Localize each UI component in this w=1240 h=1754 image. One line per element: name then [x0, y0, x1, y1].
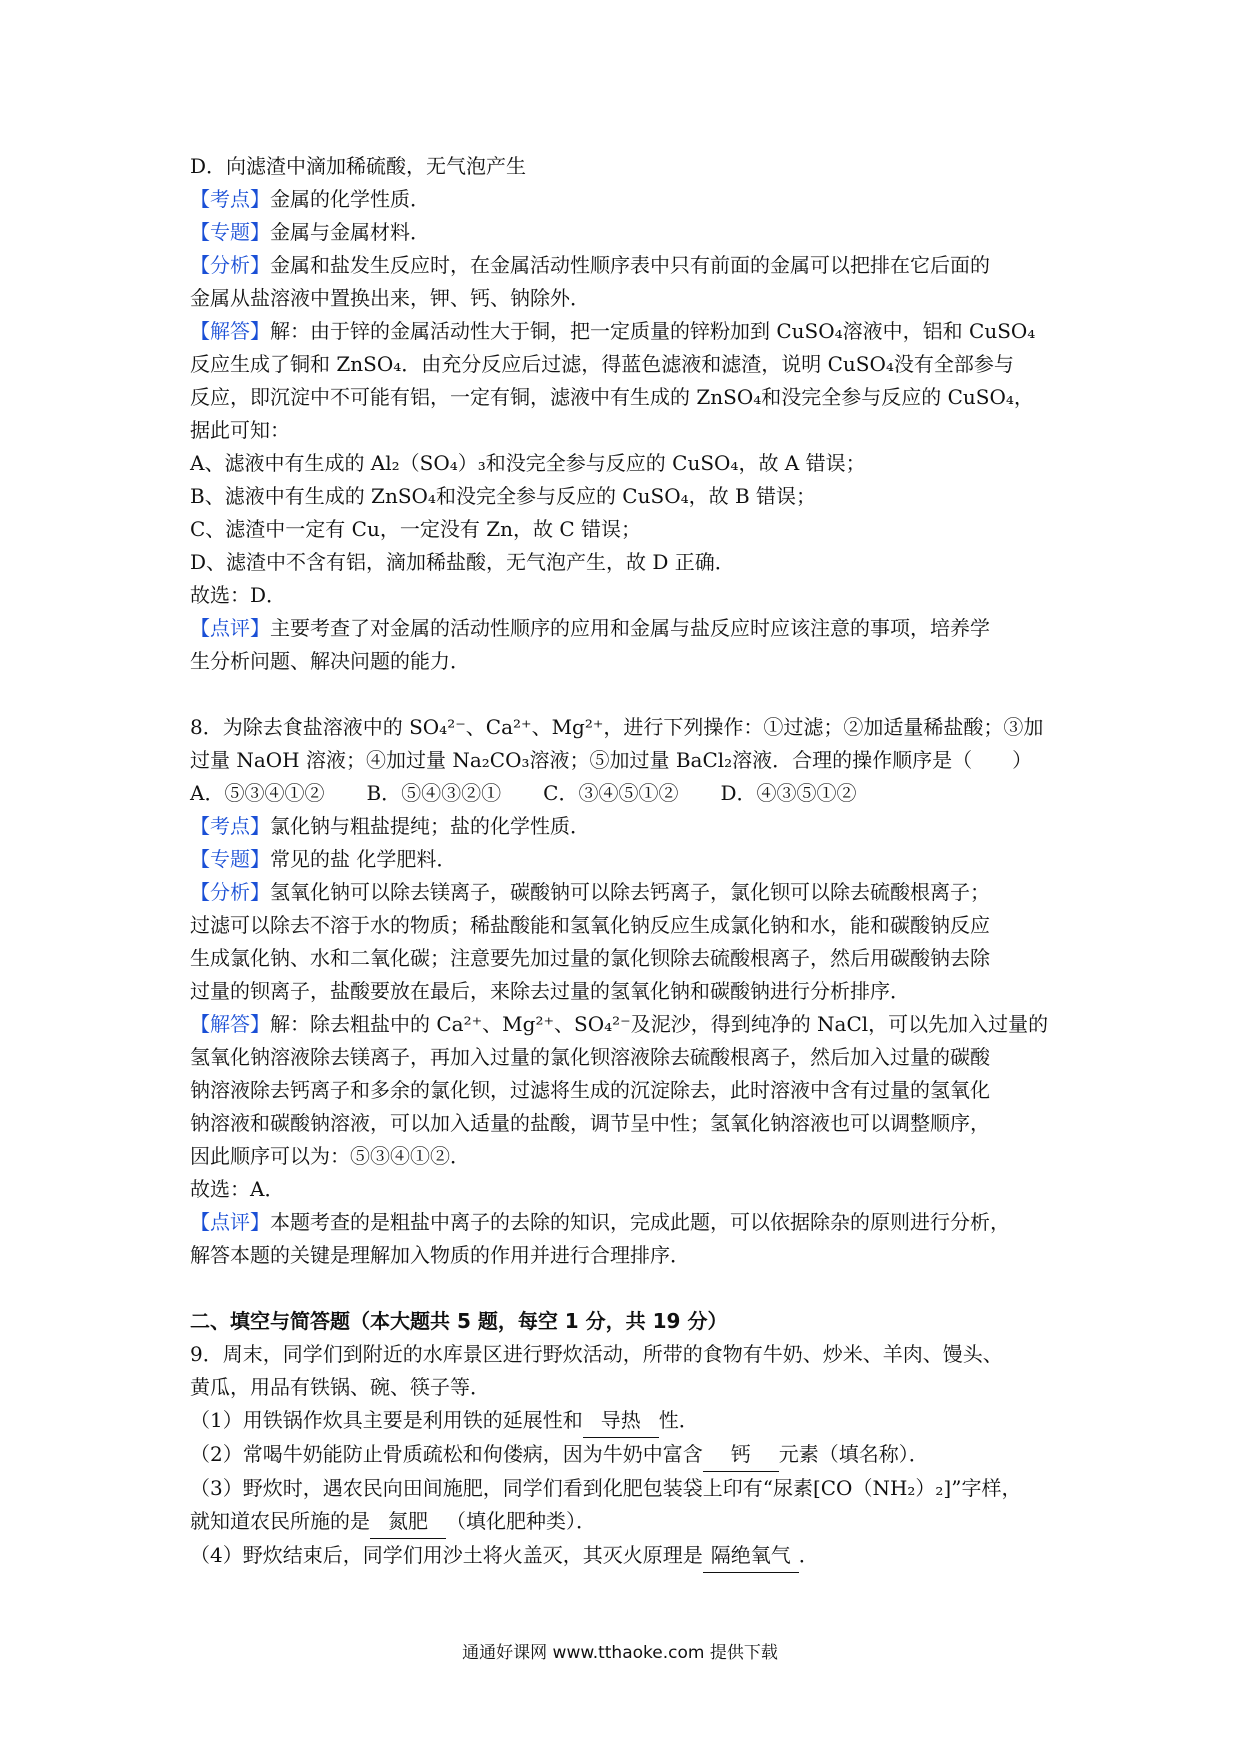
fenxi-tag: 【分析】: [190, 253, 270, 277]
answer-blank: 氮肥: [370, 1505, 446, 1539]
q9-part-3-line: [190, 1505, 1070, 1539]
dianping-text: 本题考查的是粗盐中离子的去除的知识，完成此题，可以依据除杂的原则进行分析，: [270, 1210, 1010, 1234]
dianping-tag: 【点评】: [190, 1210, 270, 1234]
zhuanti-text: 金属与金属材料．: [270, 220, 430, 244]
q8-answer: 故选：A．: [190, 1177, 285, 1201]
q7-jieda-a: A、滤液中有生成的 Al₂（SO₄）₃和没完全参与反应的 CuSO₄，故 A 错误；: [190, 451, 866, 475]
q8-stem-line: 过量 NaOH 溶液；④加过量 Na₂CO₃溶液；⑤加过量 BaCl₂溶液．合理的操作顺序是（ ）: [190, 748, 1033, 772]
q9-part-1-suffix: 性．: [658, 1408, 699, 1432]
q8-jieda-line: 钠溶液除去钙离子和多余的氯化钡，过滤将生成的沉淀除去，此时溶液中含有过量的氢氧化: [190, 1078, 990, 1102]
q7-kaodian: [190, 183, 1070, 216]
q8-fenxi-line: 过量的钡离子，盐酸要放在最后，来除去过量的氢氧化钠和碳酸钠进行分析排序．: [190, 979, 910, 1003]
q8-dianping: [190, 1206, 1070, 1239]
jieda-text: 解：由于锌的金属活动性大于铜，把一定质量的锌粉加到 CuSO₄溶液中，铝和 CuSO₄: [270, 319, 1036, 343]
q8-dianping-line: 解答本题的关键是理解加入物质的作用并进行合理排序．: [190, 1243, 690, 1267]
q7-dianping: [190, 612, 1070, 645]
jieda-text: 解：除去粗盐中的 Ca²⁺、Mg²⁺、SO₄²⁻及泥沙，得到纯净的 NaCl，可以先加入过量的: [270, 1012, 1049, 1036]
q8-option-c: C．③④⑤①②: [543, 781, 679, 805]
q7-fenxi: [190, 249, 1070, 282]
q7-zhuanti: [190, 216, 1070, 249]
q7-jieda-b: B、滤液中有生成的 ZnSO₄和没完全参与反应的 CuSO₄，故 B 错误；: [190, 484, 817, 508]
q9-part-4-suffix: ．: [798, 1543, 819, 1567]
q8-stem: 8．为除去食盐溶液中的 SO₄²⁻、Ca²⁺、Mg²⁺，进行下列操作：①过滤；②加适量稀盐酸；③加: [190, 715, 1044, 739]
q9-part-3: （3）野炊时，遇农民向田间施肥，同学们看到化肥包装袋上印有“尿素[CO（NH₂）₂]”字样，: [190, 1476, 1022, 1500]
jieda-tag: 【解答】: [190, 1012, 270, 1036]
q8-jieda-line: 钠溶液和碳酸钠溶液，可以加入适量的盐酸，调节呈中性；氢氧化钠溶液也可以调整顺序，: [190, 1111, 990, 1135]
kaodian-tag: 【考点】: [190, 187, 270, 211]
q8-option-d: D．④③⑤①②: [720, 781, 857, 805]
q9-stem: 9．周末，同学们到附近的水库景区进行野炊活动，所带的食物有牛奶、炒米、羊肉、馒头、: [190, 1342, 1003, 1366]
answer-blank: 导热: [583, 1404, 659, 1438]
q9-part-2-suffix: 元素（填名称）．: [778, 1442, 929, 1466]
jieda-tag: 【解答】: [190, 319, 270, 343]
q7-jieda-line: 据此可知：: [190, 418, 290, 442]
zhuanti-tag: 【专题】: [190, 847, 270, 871]
q8-jieda-line: 因此顺序可以为：⑤③④①②．: [190, 1144, 470, 1168]
q7-answer: 故选：D．: [190, 583, 287, 607]
q9-part-3-suffix: （填化肥种类）．: [446, 1509, 596, 1533]
dianping-tag: 【点评】: [190, 616, 270, 640]
q9-part-4-text: （4）野炊结束后，同学们用沙土将火盖灭，其灭火原理是: [190, 1543, 703, 1567]
q7-fenxi-line: 金属从盐溶液中置换出来，钾、钙、钠除外．: [190, 286, 590, 310]
q9-part-4: [190, 1539, 1070, 1573]
q7-jieda: [190, 315, 1070, 348]
q8-jieda-line: 氢氧化钠溶液除去镁离子，再加入过量的氯化钡溶液除去硫酸根离子，然后加入过量的碳酸: [190, 1045, 990, 1069]
spacer: [190, 678, 1070, 711]
q8-option-b: B．⑤④③②①: [366, 781, 502, 805]
zhuanti-tag: 【专题】: [190, 220, 270, 244]
q8-kaodian: [190, 810, 1070, 843]
q7-dianping-line: 生分析问题、解决问题的能力．: [190, 649, 470, 673]
q8-fenxi-line: 生成氯化钠、水和二氧化碳；注意要先加过量的氯化钡除去硫酸根离子，然后用碳酸钠去除: [190, 946, 990, 970]
document-page: [190, 150, 1070, 1573]
q9-part-3-text: 就知道农民所施的是: [190, 1509, 370, 1533]
fenxi-text: 金属和盐发生反应时，在金属活动性顺序表中只有前面的金属可以把排在它后面的: [270, 253, 990, 277]
q8-options: [190, 777, 1070, 810]
zhuanti-text: 常见的盐 化学肥料．: [270, 847, 457, 871]
q9-part-1: [190, 1404, 1070, 1438]
q7-jieda-c: C、滤渣中一定有 Cu，一定没有 Zn，故 C 错误；: [190, 517, 641, 541]
q9-part-2-text: （2）常喝牛奶能防止骨质疏松和佝偻病，因为牛奶中富含: [190, 1442, 703, 1466]
fenxi-text: 氢氧化钠可以除去镁离子，碳酸钠可以除去钙离子，氯化钡可以除去硫酸根离子；: [270, 880, 990, 904]
q8-zhuanti: [190, 843, 1070, 876]
q8-fenxi-line: 过滤可以除去不溶于水的物质；稀盐酸能和氢氧化钠反应生成氯化钠和水，能和碳酸钠反应: [190, 913, 990, 937]
q7-jieda-line: 反应，即沉淀中不可能有铝，一定有铜，滤液中有生成的 ZnSO₄和没完全参与反应的 CuSO₄，: [190, 385, 1034, 409]
q8-option-a: A．⑤③④①②: [190, 781, 325, 805]
spacer: [190, 1272, 1070, 1305]
q7-option-d: D．向滤渣中滴加稀硫酸，无气泡产生: [190, 154, 527, 178]
dianping-text: 主要考查了对金属的活动性顺序的应用和金属与盐反应时应该注意的事项，培养学: [270, 616, 990, 640]
q9-part-2: [190, 1438, 1070, 1472]
page-footer: 通通好课网 www.tthaoke.com 提供下载: [462, 1643, 778, 1663]
kaodian-text: 金属的化学性质．: [270, 187, 430, 211]
q8-fenxi: [190, 876, 1070, 909]
q9-stem-line: 黄瓜，用品有铁锅、碗、筷子等．: [190, 1375, 490, 1399]
q7-jieda-line: 反应生成了铜和 ZnSO₄．由充分反应后过滤，得蓝色滤液和滤渣，说明 CuSO₄没有全部参与: [190, 352, 1014, 376]
section-title: 二、填空与简答题（本大题共 5 题，每空 1 分，共 19 分）: [190, 1309, 728, 1333]
answer-blank: 隔绝氧气: [703, 1539, 799, 1573]
q8-jieda: [190, 1008, 1070, 1041]
kaodian-tag: 【考点】: [190, 814, 270, 838]
q9-part-1-text: （1）用铁锅作炊具主要是利用铁的延展性和: [190, 1408, 583, 1432]
answer-blank: 钙: [703, 1438, 779, 1472]
kaodian-text: 氯化钠与粗盐提纯；盐的化学性质．: [270, 814, 590, 838]
q7-jieda-d: D、滤渣中不含有铝，滴加稀盐酸，无气泡产生，故 D 正确．: [190, 550, 735, 574]
fenxi-tag: 【分析】: [190, 880, 270, 904]
